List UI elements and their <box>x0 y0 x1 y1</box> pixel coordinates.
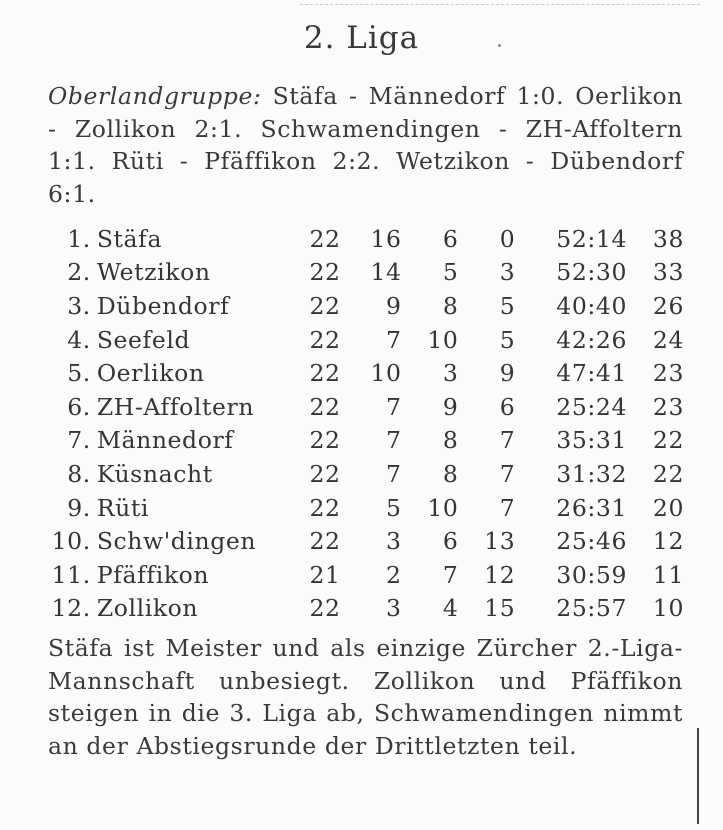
games-lost: 7 <box>499 459 516 488</box>
team-rank: 9. <box>67 493 91 522</box>
team-name: ZH-Affoltern <box>96 392 255 421</box>
games-played: 22 <box>309 359 341 388</box>
games-won: 7 <box>385 325 402 354</box>
games-played: 22 <box>309 459 341 488</box>
games-drawn: 10 <box>427 325 459 354</box>
games-played: 22 <box>309 426 341 455</box>
team-rank: 11. <box>51 560 91 589</box>
goal-ratio: 47:41 <box>556 359 628 388</box>
team-points: 33 <box>652 258 684 287</box>
team-points: 11 <box>652 560 684 589</box>
table-row <box>44 222 684 256</box>
games-won: 7 <box>385 392 402 421</box>
team-name: Rüti <box>96 493 150 522</box>
games-lost: 5 <box>499 325 516 354</box>
games-drawn: 7 <box>442 560 459 589</box>
games-drawn: 10 <box>427 493 459 522</box>
team-name: Wetzikon <box>96 258 211 287</box>
table-row <box>44 289 684 323</box>
match-results: Stäfa - Männedorf 1:0. Oerlikon - Zollikon 2:1. Schwamendingen - ZH-Affoltern 1:1. Rüti - Pfäffikon 2:2. Wetzikon - Dübendorf 6:1. <box>48 82 683 208</box>
team-points: 38 <box>652 224 684 253</box>
table-row <box>44 390 684 424</box>
goal-ratio: 25:57 <box>556 594 628 623</box>
table-row <box>44 323 684 357</box>
team-rank: 10. <box>51 527 91 556</box>
games-won: 14 <box>370 258 402 287</box>
team-name: Seefeld <box>96 325 191 354</box>
games-won: 16 <box>370 224 402 253</box>
games-lost: 7 <box>499 493 516 522</box>
table-row <box>44 491 684 525</box>
games-lost: 0 <box>499 224 516 253</box>
table-row <box>44 457 684 491</box>
standings-body <box>44 222 684 625</box>
table-row <box>44 256 684 290</box>
table-row <box>44 592 684 626</box>
table-row <box>44 424 684 458</box>
team-rank: 4. <box>67 325 91 354</box>
summary-paragraph: Stäfa ist Meister und als einzige Zürcher 2.-Liga-Mannschaft unbesiegt. Zollikon und Pfäffikon steigen in die 3. Liga ab, Schwamendingen nimmt an der Abstiegsrunde der Drittletzten teil. <box>48 634 683 760</box>
team-rank: 5. <box>67 359 91 388</box>
games-played: 22 <box>309 493 341 522</box>
team-points: 20 <box>652 493 684 522</box>
standings-table <box>44 222 684 625</box>
team-name: Dübendorf <box>96 291 230 320</box>
team-points: 24 <box>652 325 684 354</box>
team-rank: 3. <box>67 291 91 320</box>
games-played: 22 <box>309 527 341 556</box>
team-points: 23 <box>652 392 684 421</box>
goal-ratio: 35:31 <box>556 426 628 455</box>
goal-ratio: 52:14 <box>556 224 628 253</box>
goal-ratio: 25:24 <box>556 392 628 421</box>
goal-ratio: 26:31 <box>556 493 628 522</box>
games-lost: 5 <box>499 291 516 320</box>
games-lost: 13 <box>484 527 516 556</box>
games-drawn: 6 <box>442 224 459 253</box>
team-rank: 1. <box>67 224 91 253</box>
team-name: Küsnacht <box>96 459 213 488</box>
team-rank: 8. <box>67 459 91 488</box>
games-won: 3 <box>385 594 402 623</box>
team-points: 23 <box>652 359 684 388</box>
results-paragraph <box>48 80 683 210</box>
team-name: Zollikon <box>96 594 199 623</box>
league-heading: 2. Liga <box>303 20 420 56</box>
games-lost: 15 <box>484 594 516 623</box>
goal-ratio: 42:26 <box>556 325 628 354</box>
table-row <box>44 558 684 592</box>
games-drawn: 6 <box>442 527 459 556</box>
games-drawn: 5 <box>442 258 459 287</box>
games-won: 3 <box>385 527 402 556</box>
goal-ratio: 30:59 <box>556 560 628 589</box>
games-lost: 9 <box>499 359 516 388</box>
team-rank: 2. <box>67 258 91 287</box>
games-played: 22 <box>309 325 341 354</box>
table-row <box>44 356 684 390</box>
games-lost: 12 <box>484 560 516 589</box>
games-won: 9 <box>385 291 402 320</box>
team-name: Schw'dingen <box>96 527 257 556</box>
team-name: Männedorf <box>96 426 234 455</box>
table-row <box>44 524 684 558</box>
clipping-edge-mark <box>697 728 699 824</box>
games-won: 2 <box>385 560 402 589</box>
team-points: 22 <box>652 459 684 488</box>
games-drawn: 8 <box>442 426 459 455</box>
games-drawn: 4 <box>442 594 459 623</box>
games-played: 22 <box>309 291 341 320</box>
team-rank: 12. <box>51 594 91 623</box>
team-name: Pfäffikon <box>96 560 210 589</box>
games-won: 5 <box>385 493 402 522</box>
team-points: 10 <box>652 594 684 623</box>
goal-ratio: 40:40 <box>556 291 628 320</box>
games-drawn: 3 <box>442 359 459 388</box>
games-drawn: 9 <box>442 392 459 421</box>
team-rank: 6. <box>67 392 91 421</box>
games-lost: 7 <box>499 426 516 455</box>
team-points: 26 <box>652 291 684 320</box>
games-drawn: 8 <box>442 291 459 320</box>
games-played: 22 <box>309 594 341 623</box>
team-points: 22 <box>652 426 684 455</box>
goal-ratio: 25:46 <box>556 527 628 556</box>
team-rank: 7. <box>67 426 91 455</box>
games-won: 7 <box>385 426 402 455</box>
games-played: 22 <box>309 392 341 421</box>
games-won: 10 <box>370 359 402 388</box>
team-name: Oerlikon <box>96 359 205 388</box>
top-border-rule <box>300 4 700 5</box>
games-played: 21 <box>309 560 341 589</box>
group-name: Oberlandgruppe: <box>48 82 262 110</box>
goal-ratio: 31:32 <box>556 459 628 488</box>
games-lost: 3 <box>499 258 516 287</box>
games-drawn: 8 <box>442 459 459 488</box>
games-played: 22 <box>309 224 341 253</box>
team-name: Stäfa <box>96 224 163 253</box>
games-played: 22 <box>309 258 341 287</box>
games-lost: 6 <box>499 392 516 421</box>
team-points: 12 <box>652 527 684 556</box>
goal-ratio: 52:30 <box>556 258 628 287</box>
games-won: 7 <box>385 459 402 488</box>
